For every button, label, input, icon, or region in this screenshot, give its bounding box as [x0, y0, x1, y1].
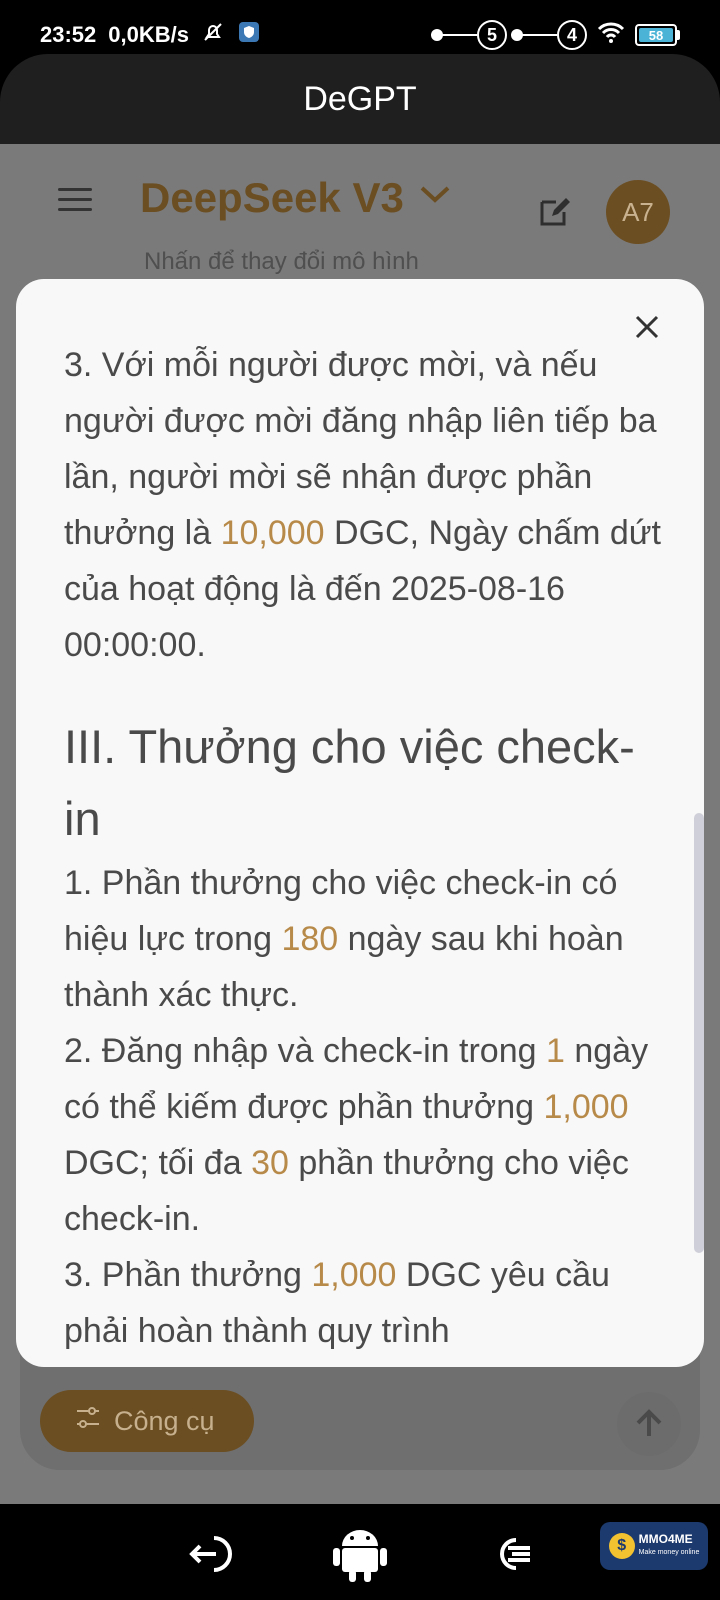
checkin-item-1: 1. Phần thưởng cho việc check-in có hiệu lực trong 180 ngày sau khi hoàn thành xác thực. — [64, 864, 624, 1014]
chevron-down-icon[interactable] — [418, 178, 452, 221]
android-icon[interactable] — [330, 1520, 390, 1584]
tools-button[interactable] — [40, 1390, 254, 1452]
wifi-icon — [597, 20, 625, 50]
modal-content — [64, 337, 664, 1359]
shield-icon — [237, 20, 261, 50]
section-title: III. Thưởng cho việc check-in — [64, 720, 635, 845]
info-modal — [16, 279, 704, 1367]
reward-paragraph-3: 3. Với mỗi người được mời, và nếu người được mời đăng nhập liên tiếp ba lần, người mời sẽ nhận được phần thưởng là 10,000 DGC, Ngày chấm dứt của hoạt động là đến 2025-08-16 00:00:00. — [64, 346, 662, 664]
sliders-icon — [74, 1404, 102, 1439]
bell-muted-icon — [201, 20, 225, 50]
tools-label: Công cụ — [114, 1405, 215, 1436]
app-header — [0, 54, 720, 144]
status-time: 23:52 — [40, 22, 97, 47]
back-icon[interactable] — [184, 1528, 236, 1580]
menu-icon[interactable] — [58, 188, 92, 218]
send-button[interactable] — [617, 1392, 681, 1456]
model-selector[interactable]: DeepSeek V3 — [140, 174, 404, 221]
app-title: DeGPT — [303, 79, 417, 118]
checkin-item-3: 3. Phần thưởng 1,000 DGC yêu cầu phải hoàn thành quy trình — [64, 1256, 610, 1350]
battery-level: 58 — [639, 28, 673, 42]
modal-scrollbar[interactable] — [694, 813, 704, 1253]
network-speed: 0,0KB/s — [108, 22, 189, 47]
checkin-item-2: 2. Đăng nhập và check-in trong 1 ngày có thể kiếm được phần thưởng 1,000 DGC; tối đa 30 phần thưởng cho việc check-in. — [64, 1032, 649, 1238]
recent-apps-icon[interactable] — [486, 1528, 538, 1580]
new-chat-edit-icon[interactable] — [538, 194, 572, 228]
avatar[interactable]: A7 — [606, 180, 670, 244]
sim2-signal-icon: 4 — [517, 20, 587, 50]
sim1-signal-icon: 5 — [437, 20, 507, 50]
model-hint: Nhấn để thay đổi mô hình — [144, 248, 419, 275]
battery-icon — [635, 24, 680, 46]
dollar-coin-icon: $ — [609, 1533, 635, 1559]
watermark-logo: $ MMO4ME Make money online — [600, 1522, 708, 1570]
